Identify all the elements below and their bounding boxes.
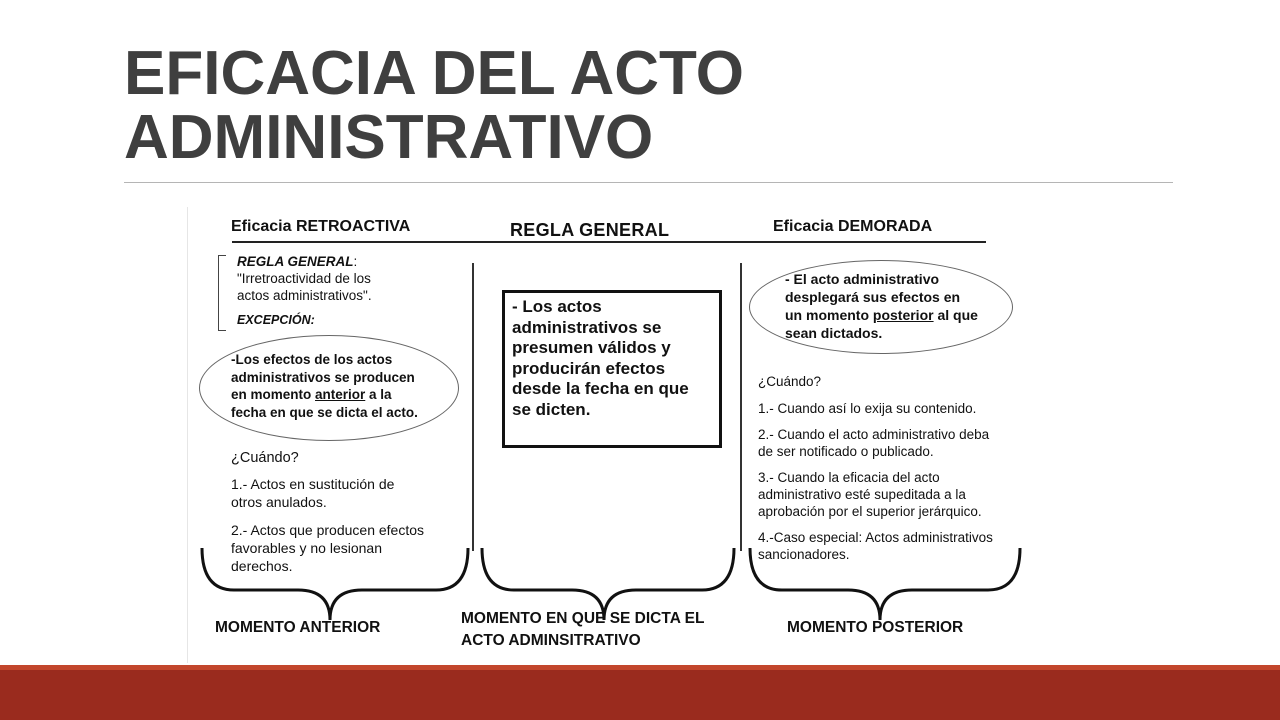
slide-title bbox=[124, 39, 1174, 172]
left-column-heading bbox=[231, 218, 410, 236]
center-box-line-4: producirán efectos bbox=[512, 358, 666, 378]
left-rule-text-2: actos administrativos". bbox=[237, 288, 372, 303]
left-oval-line-4: fecha en que se dicta el acto. bbox=[231, 404, 418, 420]
diagram-figure bbox=[187, 207, 1028, 663]
left-when: ¿Cuándo? bbox=[231, 450, 299, 466]
left-item-2-line-3: derechos. bbox=[231, 558, 293, 574]
center-box-line-2: administrativos se bbox=[512, 317, 662, 337]
left-rule-colon: : bbox=[353, 254, 358, 269]
right-oval-line-2: desplegará sus efectos en bbox=[785, 289, 961, 305]
slide-title-line-2: ADMINISTRATIVO bbox=[124, 103, 654, 172]
left-item-2-line-1: 2.- Actos que producen efectos bbox=[231, 522, 425, 538]
right-oval-line-3-post: al que bbox=[933, 307, 978, 323]
column-divider-left bbox=[472, 263, 474, 551]
rule-bracket bbox=[218, 255, 226, 331]
left-rule-text-1: "Irretroactividad de los bbox=[237, 271, 371, 286]
left-oval-anterior: anterior bbox=[315, 387, 366, 402]
left-exception-label: EXCEPCIÓN: bbox=[237, 313, 315, 327]
right-brace bbox=[750, 548, 1020, 620]
right-oval-posterior: posterior bbox=[872, 307, 934, 323]
center-column-heading: REGLA GENERAL bbox=[510, 220, 670, 240]
right-item-4-line-2: sancionadores. bbox=[758, 547, 850, 562]
right-oval-line-1: - El acto administrativo bbox=[785, 271, 940, 287]
title-divider bbox=[124, 182, 1173, 183]
left-oval-line-1: -Los efectos de los actos bbox=[231, 352, 393, 367]
right-item-3-line-2: administrativo esté supeditada a la bbox=[758, 487, 966, 502]
right-heading-emphasis: DEMORADA bbox=[837, 218, 933, 235]
right-item-1: 1.- Cuando así lo exija su contenido. bbox=[758, 401, 977, 416]
moment-dicta-label-line-2: ACTO ADMINSITRATIVO bbox=[461, 632, 641, 649]
right-heading-prefix: Eficacia bbox=[773, 218, 834, 235]
right-oval-line-3-pre: un momento bbox=[785, 307, 873, 323]
left-oval-line-2: administrativos se producen bbox=[231, 369, 415, 385]
left-heading-prefix: Eficacia bbox=[231, 218, 292, 235]
moment-anterior-label: MOMENTO ANTERIOR bbox=[215, 619, 381, 636]
right-item-4-line-1: 4.-Caso especial: Actos administrativos bbox=[758, 530, 993, 545]
left-oval-line-3-post: a la bbox=[365, 387, 392, 402]
right-item-3-line-1: 3.- Cuando la eficacia del acto bbox=[758, 470, 940, 485]
center-box-line-6: se dicten. bbox=[512, 399, 591, 419]
moment-dicta-label-line-1: MOMENTO EN QUE SE DICTA EL bbox=[461, 610, 705, 627]
right-column-heading bbox=[773, 218, 932, 236]
right-item-3-line-3: aprobación por el superior jerárquico. bbox=[758, 504, 982, 519]
left-heading-emphasis: RETROACTIVA bbox=[295, 218, 411, 235]
right-oval-line-3 bbox=[785, 307, 978, 325]
center-box-line-3: presumen válidos y bbox=[512, 338, 671, 357]
column-divider-right bbox=[740, 263, 742, 551]
right-oval-line-4: sean dictados. bbox=[785, 325, 883, 341]
right-when: ¿Cuándo? bbox=[758, 374, 822, 389]
footer-bar bbox=[0, 665, 1280, 720]
left-item-1-line-1: 1.- Actos en sustitución de bbox=[231, 476, 395, 492]
left-brace bbox=[202, 548, 468, 620]
right-item-2-line-2: de ser notificado o publicado. bbox=[758, 444, 934, 459]
footer-bar-stripe bbox=[0, 665, 1280, 670]
left-oval-line-3-pre: en momento bbox=[231, 387, 316, 402]
left-oval-line-3 bbox=[231, 386, 392, 404]
center-box-line-1: - Los actos bbox=[512, 297, 602, 316]
left-item-1-line-2: otros anulados. bbox=[231, 494, 327, 510]
slide-title-line-1: EFICACIA DEL ACTO bbox=[124, 39, 745, 108]
heading-underline bbox=[232, 241, 986, 243]
right-item-2-line-1: 2.- Cuando el acto administrativo deba bbox=[758, 427, 990, 442]
moment-posterior-label: MOMENTO POSTERIOR bbox=[787, 619, 964, 636]
left-rule-label-line bbox=[237, 253, 357, 270]
left-rule-label: REGLA GENERAL bbox=[237, 254, 354, 269]
center-box-line-5: desde la fecha en que bbox=[512, 379, 689, 398]
left-item-2-line-2: favorables y no lesionan bbox=[231, 540, 382, 556]
